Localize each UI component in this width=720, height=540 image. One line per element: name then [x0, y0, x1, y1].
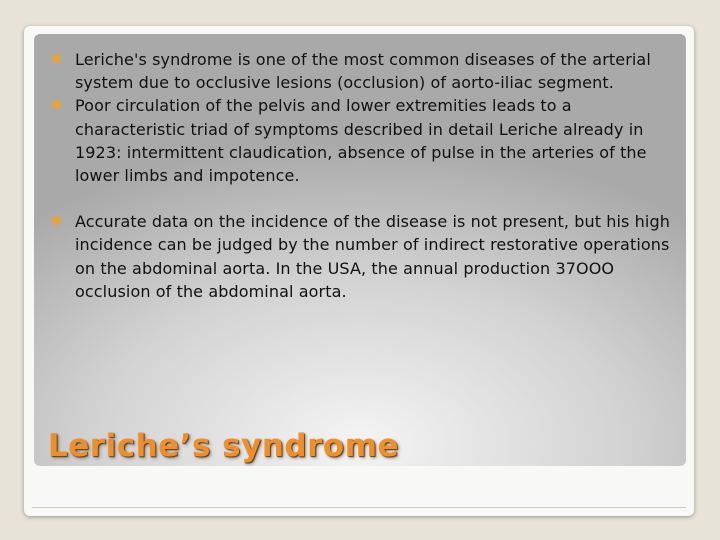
bullet-list — [34, 48, 686, 303]
divider — [32, 507, 686, 508]
bullet-text: Leriche's syndrome is one of the most common diseases of the arterial system due to occlusive lesions (occlusion) of aorto-iliac segment. — [75, 50, 651, 93]
bullet-dot-icon — [52, 216, 61, 225]
bullet-item — [34, 48, 686, 94]
bullet-dot-icon — [52, 54, 61, 63]
bullet-item — [34, 94, 686, 187]
slide-title: Leriche’s syndrome — [48, 428, 400, 464]
bullet-dot-icon — [52, 100, 61, 109]
bullet-text: Accurate data on the incidence of the disease is not present, but his high incidence can be judged by the number of indirect restorative operations on the abdominal aorta. In the USA, the annual production 37OOO occlusion of the abdominal aorta. — [75, 212, 670, 301]
bullet-item — [34, 210, 686, 303]
content-panel — [34, 34, 686, 466]
bullet-text: Poor circulation of the pelvis and lower extremities leads to a characteristic triad of symptoms described in detail Leriche already in 1923: intermittent claudication, absence of pulse in the arteries of the lower limbs and impotence. — [75, 96, 647, 186]
